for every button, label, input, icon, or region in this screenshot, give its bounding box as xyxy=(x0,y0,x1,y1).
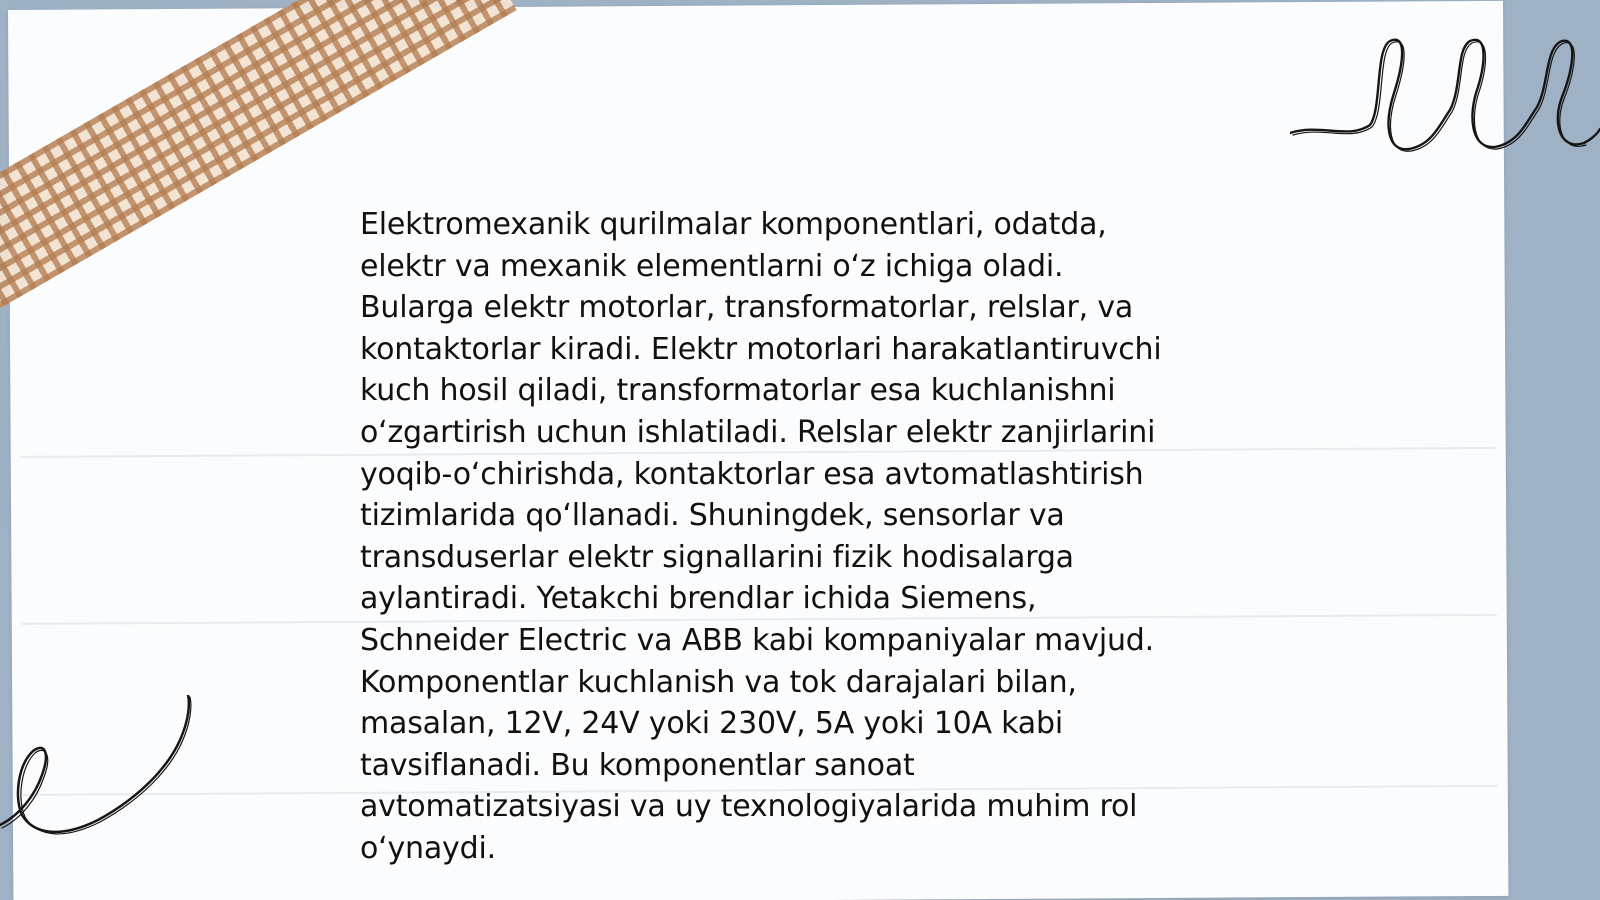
loop-squiggle-icon xyxy=(1290,25,1600,175)
swirl-squiggle-icon xyxy=(0,695,200,855)
body-paragraph: Elektromexanik qurilmalar komponentlari, odatda, elektr va mexanik elementlarni oʻz ichiga oladi. Bularga elektr motorlar, transformatorlar, relslar, va kontaktorlar kiradi. Elektr motorlari harakatlantiruvchi kuch hosil qiladi, transformatorlar esa kuchlanishni oʻzgartirish uchun ishlatiladi. Relslar elektr zanjirlarini yoqib-oʻchirishda, kontaktorlar esa avtomatlashtirish tizimlarida qoʻllanadi. Shuningdek, sensorlar va transduserlar elektr signallarini fizik hodisalarga aylantiradi. Yetakchi brendlar ichida Siemens, Schneider Electric va ABB kabi kompaniyalar mavjud. Komponentlar kuchlanish va tok darajalari bilan, masalan, 12V, 24V yoki 230V, 5A yoki 10A kabi tavsiflanadi. Bu komponentlar sanoat avtomatizatsiyasi va uy texnologiyalarida muhim rol oʻynaydi. xyxy=(360,207,1162,866)
